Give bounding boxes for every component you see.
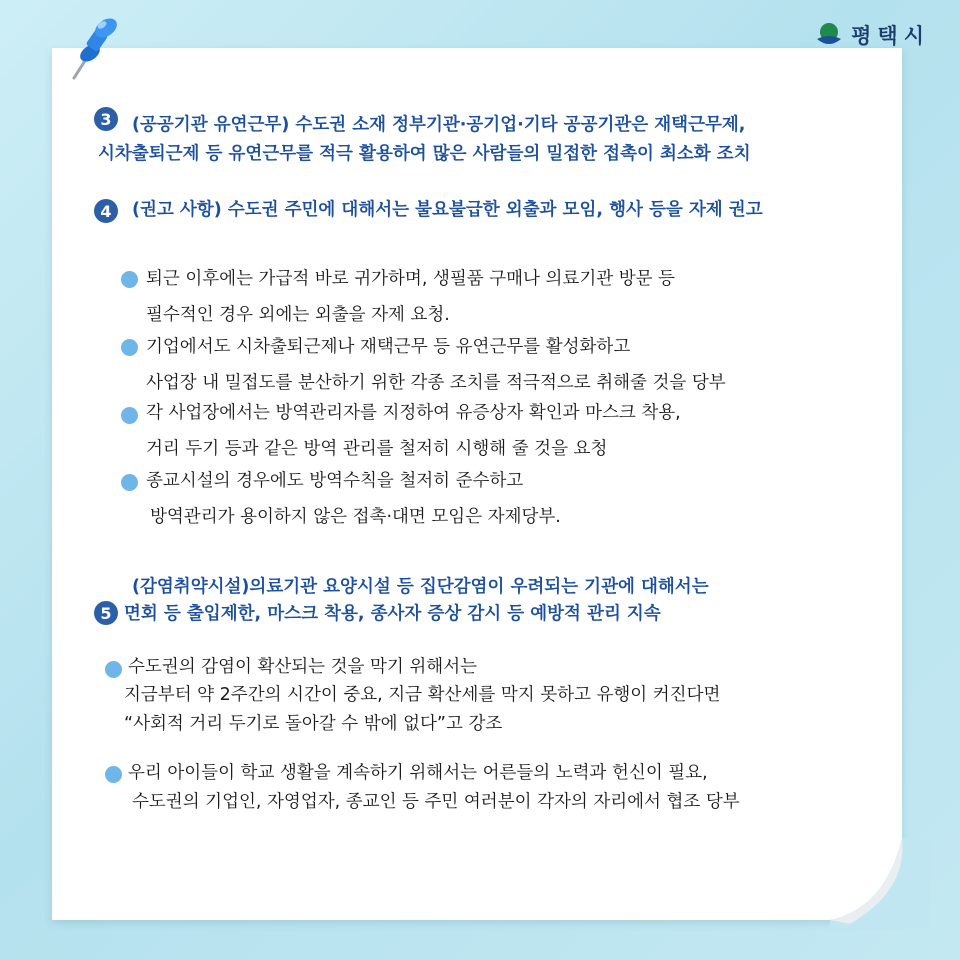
list-item-line: 사업장 내 밀접도를 분산하기 위한 각종 조치를 적극적으로 취해줄 것을 당부 (146, 373, 726, 393)
list-item-line: 필수적인 경우 외에는 외출을 자제 요청. (146, 305, 450, 325)
list-item-line: 수도권의 기업인, 자영업자, 종교인 등 주민 여러분이 각자의 자리에서 협조 당부 (132, 792, 740, 812)
section-4-badge: 4 (94, 199, 118, 223)
list-item-line: “사회적 거리 두기로 돌아갈 수 밖에 없다”고 강조 (124, 714, 503, 734)
list-item-line: 각 사업장에서는 방역관리자를 지정하여 유증상자 확인과 마스크 착용, (146, 403, 681, 423)
bullet-dot (121, 474, 138, 491)
page-curl-decoration (830, 838, 930, 928)
section-5-badge: 5 (94, 601, 118, 625)
bullet-dot (121, 271, 138, 288)
list-item-line: 기업에서도 시차출퇴근제나 재택근무 등 유연근무를 활성화하고 (146, 337, 631, 357)
list-item-line: 방역관리가 용이하지 않은 접촉·대면 모임은 자제당부. (150, 507, 561, 527)
section-3-line-1: (공공기관 유연근무) 수도권 소재 정부기관·공기업·기타 공공기관은 재택근무제, (132, 115, 746, 135)
bullet-dot (121, 407, 138, 424)
section-4-heading: (권고 사항) 수도권 주민에 대해서는 불요불급한 외출과 모임, 행사 등을 자제 권고 (132, 200, 763, 220)
bullet-dot (105, 766, 122, 783)
city-logo (815, 18, 930, 52)
list-item-line: 종교시설의 경우에도 방역수칙을 철저히 준수하고 (146, 471, 524, 491)
bullet-dot (121, 339, 138, 356)
list-item-line: 지금부터 약 2주간의 시간이 중요, 지금 확산세를 막지 못하고 유행이 커진다면 (124, 685, 721, 705)
section-3-badge: 3 (94, 107, 118, 131)
list-item-line: 수도권의 감염이 확산되는 것을 막기 위해서는 (128, 657, 478, 677)
list-item-line: 우리 아이들이 학교 생활을 계속하기 위해서는 어른들의 노력과 헌신이 필요, (128, 763, 708, 783)
list-item-line: 거리 두기 등과 같은 방역 관리를 철저히 시행해 줄 것을 요청 (146, 439, 608, 459)
pyeongtaek-logo-icon (815, 21, 843, 49)
section-3-line-2: 시차출퇴근제 등 유연근무를 적극 활용하여 많은 사람들의 밀접한 접촉이 최소화 조치 (98, 144, 751, 164)
bullet-dot (105, 661, 122, 678)
logo-text: 평택시 (851, 24, 930, 48)
list-item-line: 퇴근 이후에는 가급적 바로 귀가하며, 생필품 구매나 의료기관 방문 등 (146, 269, 675, 289)
section-5-line-1: (감염취약시설)의료기관 요양시설 등 집단감염이 우려되는 기관에 대해서는 (132, 577, 709, 597)
section-5-line-2: 면회 등 출입제한, 마스크 착용, 종사자 증상 감시 등 예방적 관리 지속 (124, 604, 661, 624)
pushpin-icon (62, 16, 122, 86)
